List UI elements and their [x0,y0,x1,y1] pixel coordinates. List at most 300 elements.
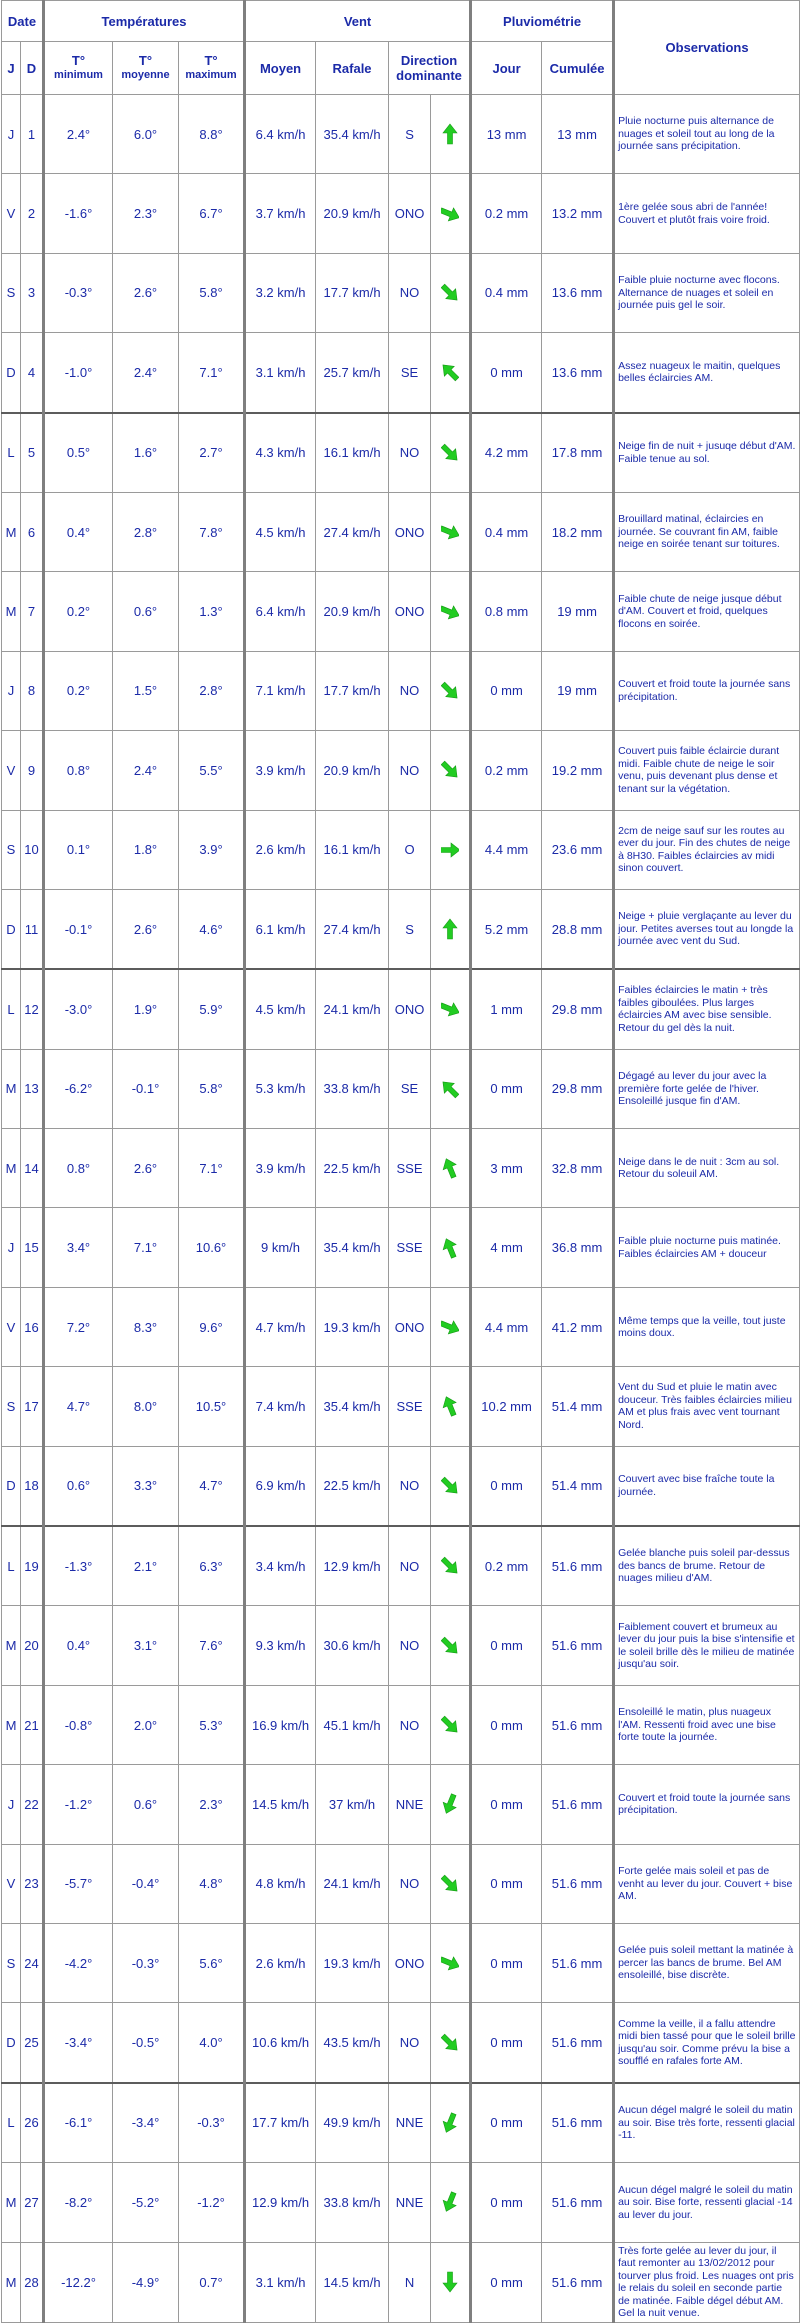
wind-avg-cell: 2.6 km/h [245,810,316,889]
wind-avg-cell: 3.1 km/h [245,333,316,413]
wind-gust-cell: 16.1 km/h [316,810,389,889]
tmoy-cell: -0.5° [113,2003,179,2083]
wind-dir-cell: SE [389,333,431,413]
observation-cell: Comme la veille, il a fallu attendre midi bien tassé pour que le soleil brille jusqu'au soir. Comme prévu la bise a soufflé en rafales forte AM. [614,2003,800,2083]
weekday-cell: L [2,969,21,1049]
rain-day-cell: 0.4 mm [471,492,542,571]
wind-dir-cell: O [389,810,431,889]
rain-total-cell: 51.6 mm [542,1765,614,1844]
table-row [2,2083,800,2163]
observation-cell: Dégagé au lever du jour avec la première forte gelée de l'hiver. Ensoleillé jusque fin d'AM. [614,1049,800,1128]
tmoy-cell: 3.3° [113,1446,179,1526]
day-cell: 24 [21,1923,44,2002]
weekday-cell: M [2,1049,21,1128]
observation-cell: Même temps que la veille, tout juste moins doux. [614,1287,800,1366]
rain-total-cell: 51.6 mm [542,1923,614,2002]
wind-gust-cell: 22.5 km/h [316,1129,389,1208]
rain-day-cell: 0.2 mm [471,731,542,810]
tmax-cell: 1.3° [179,572,245,651]
wind-gust-cell: 37 km/h [316,1765,389,1844]
observation-cell: Aucun dégel malgré le soleil du matin au soir. Bise très forte, ressenti glacial -11. [614,2083,800,2163]
tmin-cell: -6.2° [44,1049,113,1128]
wind-gust-cell: 20.9 km/h [316,174,389,253]
weekday-cell: M [2,492,21,571]
header-tmin: T° minimum [44,42,113,95]
table-row [2,253,800,332]
tmax-cell: 2.7° [179,413,245,493]
observation-cell: Neige dans le de nuit : 3cm au sol. Retour du soleuil AM. [614,1129,800,1208]
arrow-down-left-icon [431,1765,471,1844]
tmin-cell: -0.8° [44,1685,113,1764]
observation-cell: Gelée puis soleil mettant la matinée à percer las bancs de brume. Bel AM ensoleillé, bise discrète. [614,1923,800,2002]
rain-total-cell: 51.6 mm [542,1606,614,1685]
arrow-up-icon [431,95,471,174]
rain-total-cell: 51.6 mm [542,2242,614,2322]
tmoy-cell: -5.2° [113,2163,179,2242]
arrow-up-left-icon [431,333,471,413]
rain-total-cell: 13.6 mm [542,253,614,332]
tmin-cell: -0.1° [44,889,113,969]
wind-dir-cell: ONO [389,174,431,253]
arrow-down-right-icon [431,572,471,651]
tmoy-cell: 1.8° [113,810,179,889]
day-cell: 5 [21,413,44,493]
wind-avg-cell: 17.7 km/h [245,2083,316,2163]
wind-gust-cell: 25.7 km/h [316,333,389,413]
tmoy-cell: 2.8° [113,492,179,571]
wind-dir-cell: NO [389,1844,431,1923]
day-cell: 3 [21,253,44,332]
wind-gust-cell: 27.4 km/h [316,889,389,969]
wind-avg-cell: 5.3 km/h [245,1049,316,1128]
wind-dir-cell: NO [389,651,431,730]
tmin-cell: -1.2° [44,1765,113,1844]
header-date: Date [2,1,44,42]
arrow-down-right-icon [431,731,471,810]
wind-gust-cell: 35.4 km/h [316,95,389,174]
table-row [2,2163,800,2242]
header-weekday: J [2,42,21,95]
rain-day-cell: 13 mm [471,95,542,174]
wind-avg-cell: 10.6 km/h [245,2003,316,2083]
weekday-cell: L [2,1526,21,1606]
arrow-down-left-icon [441,1793,459,1815]
wind-dir-cell: ONO [389,572,431,651]
day-cell: 23 [21,1844,44,1923]
weekday-cell: L [2,413,21,493]
wind-gust-cell: 12.9 km/h [316,1526,389,1606]
table-row [2,1129,800,1208]
tmax-cell: 4.6° [179,889,245,969]
wind-gust-cell: 19.3 km/h [316,1923,389,2002]
weekday-cell: J [2,651,21,730]
arrow-down-right-icon [431,2003,471,2083]
rain-day-cell: 4.2 mm [471,413,542,493]
header-pluviometrie: Pluviométrie [471,1,614,42]
arrow-down-right-icon [431,174,471,253]
weekday-cell: D [2,1446,21,1526]
observation-cell: 2cm de neige sauf sur les routes au ever du jour. Fin des chutes de neige à 8H30. Faibles éclaircies av midi sinon couvert. [614,810,800,889]
wind-dir-cell: NO [389,1526,431,1606]
arrow-up-icon [441,918,459,940]
tmoy-cell: 2.1° [113,1526,179,1606]
observation-cell: Neige + pluie verglaçante au lever du jour. Petites averses tout au longde la journée avec vent du Sud. [614,889,800,969]
day-cell: 13 [21,1049,44,1128]
wind-avg-cell: 12.9 km/h [245,2163,316,2242]
arrow-down-left-icon [431,2083,471,2163]
rain-total-cell: 19 mm [542,572,614,651]
day-cell: 15 [21,1208,44,1287]
day-cell: 16 [21,1287,44,1366]
tmin-cell: -6.1° [44,2083,113,2163]
day-cell: 4 [21,333,44,413]
arrow-down-right-icon [431,1923,471,2002]
arrow-down-right-icon [441,203,459,225]
tmax-cell: 5.3° [179,1685,245,1764]
arrow-down-icon [431,2242,471,2322]
rain-day-cell: 0 mm [471,2083,542,2163]
weekday-cell: D [2,2003,21,2083]
arrow-down-right-icon [441,521,459,543]
tmax-cell: 4.7° [179,1446,245,1526]
wind-avg-cell: 6.1 km/h [245,889,316,969]
tmin-cell: 2.4° [44,95,113,174]
wind-gust-cell: 49.9 km/h [316,2083,389,2163]
day-cell: 8 [21,651,44,730]
tmax-cell: 5.5° [179,731,245,810]
wind-avg-cell: 7.1 km/h [245,651,316,730]
arrow-down-right-icon [431,1685,471,1764]
wind-dir-cell: SSE [389,1367,431,1446]
header-cumulee: Cumulée [542,42,614,95]
observation-cell: Ensoleillé le matin, plus nuageux l'AM. Ressenti froid avec une bise forte toute la journée. [614,1685,800,1764]
day-cell: 25 [21,2003,44,2083]
arrow-down-right-icon [441,601,459,623]
rain-total-cell: 51.6 mm [542,1844,614,1923]
wind-gust-cell: 35.4 km/h [316,1208,389,1287]
wind-avg-cell: 2.6 km/h [245,1923,316,2002]
arrow-down-right-icon [441,442,459,464]
table-row [2,95,800,174]
rain-day-cell: 4.4 mm [471,810,542,889]
day-cell: 28 [21,2242,44,2322]
tmoy-cell: -4.9° [113,2242,179,2322]
rain-day-cell: 10.2 mm [471,1367,542,1446]
wind-avg-cell: 7.4 km/h [245,1367,316,1446]
day-cell: 27 [21,2163,44,2242]
arrow-down-right-icon [441,2032,459,2054]
observation-cell: Pluie nocturne puis alternance de nuages et soleil tout au long de la journée sans précipitation. [614,95,800,174]
wind-avg-cell: 3.2 km/h [245,253,316,332]
tmax-cell: 4.0° [179,2003,245,2083]
tmoy-cell: 1.6° [113,413,179,493]
wind-dir-cell: NNE [389,2083,431,2163]
wind-avg-cell: 4.5 km/h [245,492,316,571]
wind-avg-cell: 9.3 km/h [245,1606,316,1685]
wind-dir-cell: N [389,2242,431,2322]
header-vent: Vent [245,1,471,42]
wind-avg-cell: 6.9 km/h [245,1446,316,1526]
rain-total-cell: 29.8 mm [542,1049,614,1128]
tmoy-cell: 2.0° [113,1685,179,1764]
weekday-cell: M [2,2242,21,2322]
weekday-cell: D [2,889,21,969]
weekday-cell: V [2,174,21,253]
rain-day-cell: 3 mm [471,1129,542,1208]
observation-cell: Faible chute de neige jusque début d'AM. Couvert et froid, quelques flocons en soirée. [614,572,800,651]
wind-gust-cell: 24.1 km/h [316,1844,389,1923]
tmoy-cell: 2.4° [113,731,179,810]
tmin-cell: -1.3° [44,1526,113,1606]
tmin-cell: -4.2° [44,1923,113,2002]
observation-cell: Couvert et froid toute la journée sans précipitation. [614,651,800,730]
weekday-cell: V [2,1287,21,1366]
tmin-cell: -1.0° [44,333,113,413]
arrow-up-left-icon [431,1208,471,1287]
tmin-cell: -3.4° [44,2003,113,2083]
wind-dir-cell: NO [389,413,431,493]
observation-cell: Couvert avec bise fraîche toute la journée. [614,1446,800,1526]
tmin-cell: 0.5° [44,413,113,493]
tmin-cell: -5.7° [44,1844,113,1923]
arrow-down-right-icon [431,413,471,493]
rain-total-cell: 13.6 mm [542,333,614,413]
wind-dir-cell: ONO [389,1287,431,1366]
rain-day-cell: 0 mm [471,1606,542,1685]
tmoy-cell: 2.4° [113,333,179,413]
table-row [2,333,800,413]
rain-total-cell: 51.6 mm [542,2163,614,2242]
table-row [2,810,800,889]
weekday-cell: M [2,572,21,651]
observation-cell: Assez nuageux le maitin, quelques belles éclaircies AM. [614,333,800,413]
arrow-up-left-icon [431,1049,471,1128]
tmax-cell: 10.5° [179,1367,245,1446]
day-cell: 6 [21,492,44,571]
arrow-down-right-icon [441,680,459,702]
rain-total-cell: 19.2 mm [542,731,614,810]
tmoy-cell: 2.6° [113,1129,179,1208]
wind-avg-cell: 3.9 km/h [245,731,316,810]
arrow-down-right-icon [441,1475,459,1497]
wind-dir-cell: NO [389,1446,431,1526]
rain-total-cell: 17.8 mm [542,413,614,493]
wind-gust-cell: 35.4 km/h [316,1367,389,1446]
arrow-up-icon [431,889,471,969]
table-row [2,1606,800,1685]
wind-dir-cell: ONO [389,492,431,571]
day-cell: 19 [21,1526,44,1606]
tmoy-cell: -0.4° [113,1844,179,1923]
tmax-cell: 3.9° [179,810,245,889]
rain-total-cell: 51.6 mm [542,2003,614,2083]
tmoy-cell: 2.6° [113,253,179,332]
observation-cell: Vent du Sud et pluie le matin avec douceur. Très faibles éclaircies milieu AM et plus frais avec vent tournant Nord. [614,1367,800,1446]
header-rafale: Rafale [316,42,389,95]
tmoy-cell: 1.5° [113,651,179,730]
wind-avg-cell: 6.4 km/h [245,572,316,651]
wind-dir-cell: SE [389,1049,431,1128]
weekday-cell: J [2,1765,21,1844]
observation-cell: 1ère gelée sous abri de l'année! Couvert et plutôt frais voire froid. [614,174,800,253]
arrow-down-right-icon [431,1606,471,1685]
table-row [2,1049,800,1128]
weekday-cell: S [2,810,21,889]
rain-total-cell: 19 mm [542,651,614,730]
weekday-cell: M [2,2163,21,2242]
table-row [2,572,800,651]
day-cell: 21 [21,1685,44,1764]
tmin-cell: 0.6° [44,1446,113,1526]
arrow-down-right-icon [431,1287,471,1366]
day-cell: 26 [21,2083,44,2163]
arrow-down-right-icon [431,969,471,1049]
table-row [2,1685,800,1764]
rain-day-cell: 0 mm [471,2003,542,2083]
tmin-cell: 7.2° [44,1287,113,1366]
day-cell: 12 [21,969,44,1049]
header-temperatures: Températures [44,1,245,42]
arrow-up-left-icon [441,1078,459,1100]
wind-avg-cell: 9 km/h [245,1208,316,1287]
observation-cell: Très forte gelée au lever du jour, il faut remonter au 13/02/2012 pour tourver plus froid. Les nuages ont pris le relais du soleil en seconde partie de matinée. Faible dégel début AM. Gel la nuit venue. [614,2242,800,2322]
wind-gust-cell: 30.6 km/h [316,1606,389,1685]
tmax-cell: 2.8° [179,651,245,730]
wind-dir-cell: NNE [389,2163,431,2242]
tmax-cell: 6.7° [179,174,245,253]
wind-gust-cell: 20.9 km/h [316,572,389,651]
arrow-up-left-icon [441,1395,459,1417]
tmax-cell: 7.6° [179,1606,245,1685]
tmax-cell: 8.8° [179,95,245,174]
wind-avg-cell: 3.9 km/h [245,1129,316,1208]
tmin-cell: -12.2° [44,2242,113,2322]
tmin-cell: 0.2° [44,572,113,651]
tmax-cell: 6.3° [179,1526,245,1606]
rain-total-cell: 13 mm [542,95,614,174]
table-row [2,2003,800,2083]
wind-avg-cell: 3.1 km/h [245,2242,316,2322]
rain-total-cell: 51.4 mm [542,1367,614,1446]
rain-total-cell: 36.8 mm [542,1208,614,1287]
table-row [2,1446,800,1526]
rain-day-cell: 0 mm [471,1923,542,2002]
tmin-cell: -3.0° [44,969,113,1049]
tmax-cell: 7.1° [179,333,245,413]
tmin-cell: 3.4° [44,1208,113,1287]
wind-avg-cell: 3.4 km/h [245,1526,316,1606]
day-cell: 22 [21,1765,44,1844]
tmoy-cell: 1.9° [113,969,179,1049]
wind-dir-cell: ONO [389,1923,431,2002]
weekday-cell: S [2,253,21,332]
wind-dir-cell: SSE [389,1129,431,1208]
weekday-cell: M [2,1685,21,1764]
rain-day-cell: 0.4 mm [471,253,542,332]
wind-avg-cell: 4.5 km/h [245,969,316,1049]
tmax-cell: 0.7° [179,2242,245,2322]
tmoy-cell: 7.1° [113,1208,179,1287]
wind-gust-cell: 45.1 km/h [316,1685,389,1764]
weather-table [1,0,800,2323]
wind-dir-cell: S [389,889,431,969]
arrow-down-right-icon [431,1844,471,1923]
rain-day-cell: 0 mm [471,2242,542,2322]
arrow-down-right-icon [441,759,459,781]
table-row [2,174,800,253]
rain-day-cell: 0 mm [471,2163,542,2242]
arrow-down-right-icon [441,1873,459,1895]
wind-gust-cell: 43.5 km/h [316,2003,389,2083]
tmoy-cell: 8.0° [113,1367,179,1446]
table-row [2,492,800,571]
header-day: D [21,42,44,95]
wind-dir-cell: NO [389,731,431,810]
wind-avg-cell: 4.7 km/h [245,1287,316,1366]
rain-day-cell: 1 mm [471,969,542,1049]
rain-day-cell: 0.8 mm [471,572,542,651]
tmoy-cell: 8.3° [113,1287,179,1366]
rain-day-cell: 0 mm [471,1685,542,1764]
weekday-cell: J [2,95,21,174]
observation-cell: Gelée blanche puis soleil par-dessus des bancs de brume. Retour de nuages milieu d'AM. [614,1526,800,1606]
wind-dir-cell: SSE [389,1208,431,1287]
wind-gust-cell: 16.1 km/h [316,413,389,493]
day-cell: 2 [21,174,44,253]
arrow-down-right-icon [441,1635,459,1657]
arrow-down-left-icon [431,2163,471,2242]
wind-dir-cell: ONO [389,969,431,1049]
tmoy-cell: -0.1° [113,1049,179,1128]
wind-gust-cell: 20.9 km/h [316,731,389,810]
wind-gust-cell: 33.8 km/h [316,1049,389,1128]
tmax-cell: 10.6° [179,1208,245,1287]
arrow-up-left-icon [441,1157,459,1179]
arrow-down-icon [441,2271,459,2293]
tmax-cell: 5.6° [179,1923,245,2002]
tmoy-cell: 3.1° [113,1606,179,1685]
rain-total-cell: 29.8 mm [542,969,614,1049]
arrow-up-left-icon [441,1237,459,1259]
tmoy-cell: -3.4° [113,2083,179,2163]
day-cell: 1 [21,95,44,174]
wind-gust-cell: 24.1 km/h [316,969,389,1049]
header-jour: Jour [471,42,542,95]
header-moyen: Moyen [245,42,316,95]
tmoy-cell: 2.6° [113,889,179,969]
rain-day-cell: 0.2 mm [471,174,542,253]
arrow-up-left-icon [431,1129,471,1208]
arrow-down-left-icon [441,2191,459,2213]
wind-gust-cell: 19.3 km/h [316,1287,389,1366]
table-row [2,1526,800,1606]
weekday-cell: S [2,1923,21,2002]
rain-day-cell: 0 mm [471,1844,542,1923]
wind-gust-cell: 22.5 km/h [316,1446,389,1526]
wind-avg-cell: 4.8 km/h [245,1844,316,1923]
table-row [2,1287,800,1366]
arrow-down-right-icon [431,253,471,332]
day-cell: 17 [21,1367,44,1446]
arrow-up-left-icon [441,361,459,383]
wind-avg-cell: 6.4 km/h [245,95,316,174]
table-row [2,651,800,730]
weekday-cell: M [2,1129,21,1208]
tmin-cell: 4.7° [44,1367,113,1446]
header-tmax: T° maximum [179,42,245,95]
arrow-down-right-icon [441,1952,459,1974]
tmax-cell: 5.9° [179,969,245,1049]
